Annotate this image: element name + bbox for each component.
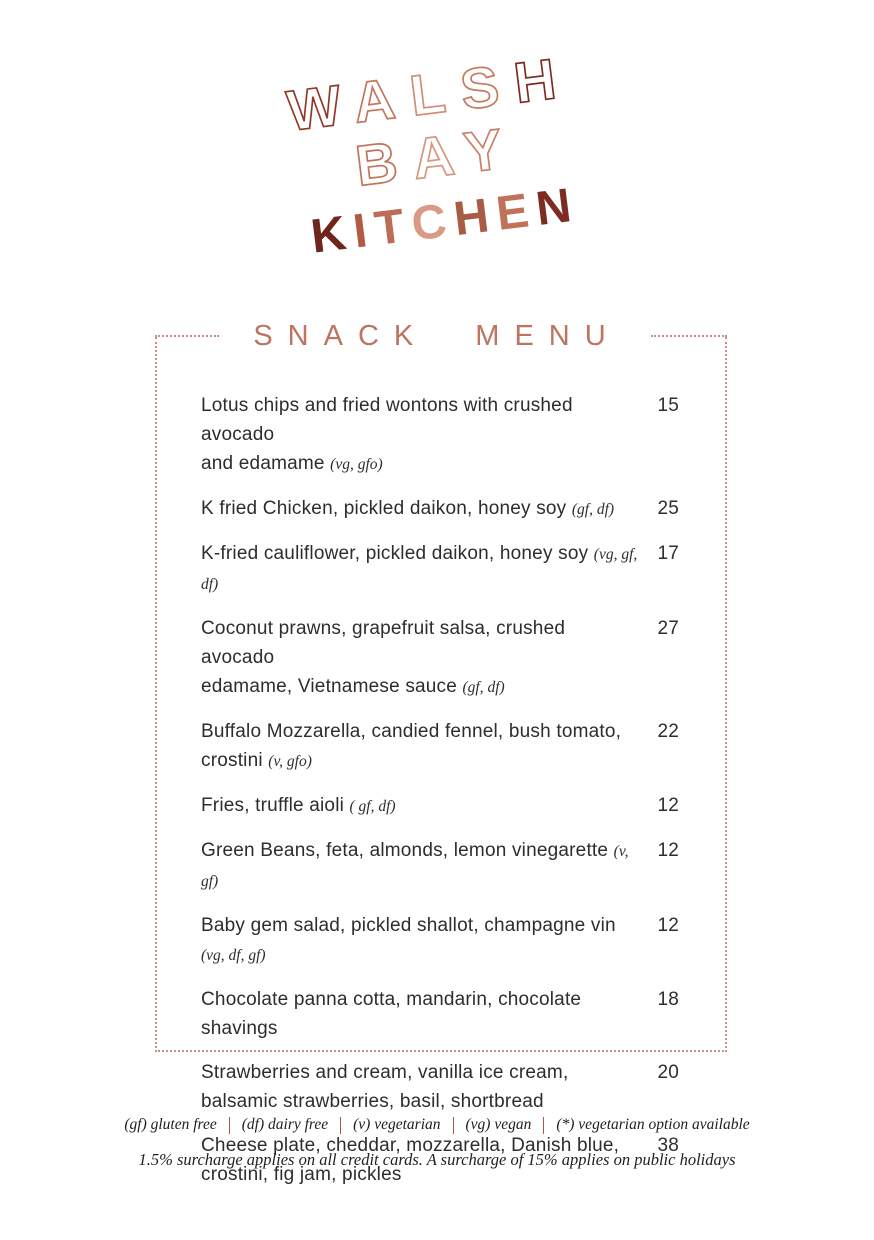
item-price: 12 xyxy=(657,795,679,816)
logo-letter: B xyxy=(352,128,417,199)
logo-letter: I xyxy=(350,203,379,259)
menu-item-row xyxy=(201,836,679,896)
logo-letter: A xyxy=(349,65,415,136)
item-price: 25 xyxy=(657,498,679,519)
legend-entry: (gf) gluten free xyxy=(124,1116,217,1133)
menu-item-row xyxy=(201,391,679,479)
item-name: Buffalo Mozzarella, candied fennel, bush tomato, crostini (v, gfo) xyxy=(201,721,622,771)
menu-title: SNACK MENU xyxy=(253,320,621,352)
menu-item-row xyxy=(201,539,679,599)
item-dietary-tags: (gf, df) xyxy=(571,501,615,518)
item-dietary-tags: (gf, df) xyxy=(462,679,505,696)
item-price: 38 xyxy=(657,1135,679,1156)
logo-letter: W xyxy=(283,71,358,144)
item-price: 12 xyxy=(657,840,679,861)
item-dietary-tags: (v, gf) xyxy=(201,843,629,890)
menu-items-list xyxy=(157,337,725,1189)
item-dietary-tags: (v, gfo) xyxy=(268,753,312,770)
menu-item-row xyxy=(201,614,679,702)
item-price: 22 xyxy=(657,721,679,742)
logo-letter: C xyxy=(408,193,458,252)
surcharge-note: 1.5% surcharge applies on all credit cards. A surcharge of 15% applies on public holidays xyxy=(138,1150,736,1169)
legend-separator xyxy=(453,1117,454,1134)
logo-letter: Y xyxy=(460,115,522,186)
item-name: Baby gem salad, pickled shallot, champagne vin (vg, df, gf) xyxy=(201,915,616,964)
item-name: K-fried cauliflower, pickled daikon, honey soy (vg, gf, df) xyxy=(201,543,638,593)
logo-letter: T xyxy=(371,198,416,256)
legend-entry: (vg) vegan xyxy=(465,1116,532,1133)
item-price: 15 xyxy=(657,395,679,416)
logo-letter: L xyxy=(406,58,465,129)
logo-letter: K xyxy=(308,205,357,264)
menu-item-row xyxy=(201,717,679,776)
menu-item-row xyxy=(201,911,679,970)
legend-entry: (df) dairy free xyxy=(241,1116,329,1133)
item-dietary-tags: (vg, df, gf) xyxy=(201,947,266,964)
menu-item-row xyxy=(201,791,679,821)
dietary-legend xyxy=(0,1116,874,1134)
legend-entry: (v) vegetarian xyxy=(353,1116,441,1133)
menu-item-row xyxy=(201,494,679,524)
item-name: Strawberries and cream, vanilla ice cream, balsamic strawberries, basil, shortbread xyxy=(201,1062,569,1112)
item-name: Green Beans, feta, almonds, lemon vinegarette (v, gf) xyxy=(201,840,629,890)
item-name: Chocolate panna cotta, mandarin, chocolate shavings xyxy=(201,989,582,1039)
item-name: Coconut prawns, grapefruit salsa, crushed avocado edamame, Vietnamese sauce (gf, df) xyxy=(201,618,566,697)
restaurant-logo xyxy=(0,13,874,298)
legend-entry: (*) vegetarian option available xyxy=(556,1116,750,1133)
item-price: 12 xyxy=(657,915,679,936)
item-price: 18 xyxy=(657,989,679,1010)
logo-letter: H xyxy=(451,188,500,247)
border-top-right-segment xyxy=(651,335,727,337)
legend-separator xyxy=(340,1117,341,1134)
item-price: 20 xyxy=(657,1062,679,1083)
item-name: Cheese plate, cheddar, mozzarella, Danish blue, crostini, fig jam, pickles xyxy=(201,1135,620,1185)
logo-letter: E xyxy=(493,183,540,241)
item-dietary-tags: (vg, gf, df) xyxy=(201,546,638,593)
logo-letter: H xyxy=(510,45,576,116)
menu-item-row xyxy=(201,985,679,1043)
item-price: 17 xyxy=(657,543,679,564)
item-name: Lotus chips and fried wontons with crushed avocado and edamame (vg, gfo) xyxy=(201,395,573,474)
border-top-left-segment xyxy=(155,335,219,337)
item-name: Fries, truffle aioli ( gf, df) xyxy=(201,795,396,816)
logo-letter: A xyxy=(408,121,469,192)
legend-separator xyxy=(229,1117,230,1134)
logo-letter: N xyxy=(533,178,582,237)
legend-separator xyxy=(543,1117,544,1134)
item-dietary-tags: (vg, gfo) xyxy=(330,456,383,473)
item-dietary-tags: ( gf, df) xyxy=(349,798,396,815)
menu-item-row xyxy=(201,1058,679,1116)
item-name: K fried Chicken, pickled daikon, honey soy (gf, df) xyxy=(201,498,615,519)
logo-letter: S xyxy=(457,52,519,123)
item-price: 27 xyxy=(657,618,679,639)
